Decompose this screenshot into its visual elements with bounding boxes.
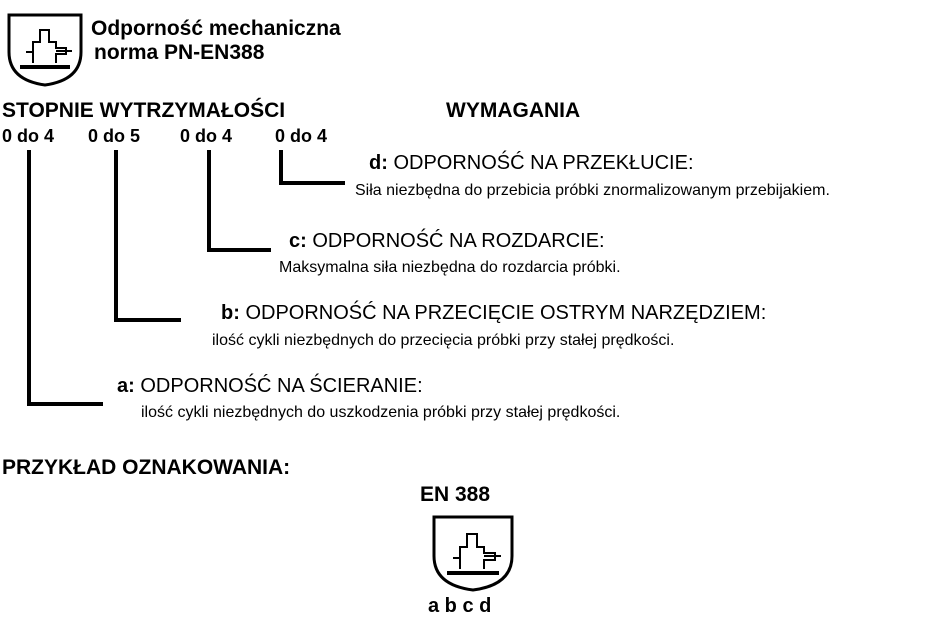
requirement-d-desc: Siła niezbędna do przebicia próbki znormalizowanym przebijakiem.: [355, 182, 830, 199]
requirement-a-desc: ilość cykli niezbędnych do uszkodzenia próbki przy stałej prędkości.: [141, 404, 621, 421]
requirement-b-title: [221, 302, 766, 325]
connector-c-vertical: [207, 150, 211, 252]
grade-c: 0 do 4: [180, 126, 233, 146]
grade-b: 0 do 5: [88, 126, 141, 146]
requirement-a-letter: a:: [117, 375, 135, 397]
requirement-c-letter: c:: [289, 230, 307, 252]
example-shield-icon: [431, 514, 515, 594]
example-heading: PRZYKŁAD OZNAKOWANIA:: [2, 456, 291, 479]
requirement-a-title: [117, 375, 423, 398]
connector-d-horizontal: [279, 181, 345, 185]
connector-d-vertical: [279, 150, 283, 185]
shield-pictogram-icon: [6, 12, 84, 88]
requirement-b-letter: b:: [221, 302, 240, 324]
connector-a-vertical: [27, 150, 31, 406]
example-standard: EN 388: [420, 483, 491, 506]
grades-heading: STOPNIE WYTRZYMAŁOŚCI: [2, 99, 286, 122]
requirement-c-title: [289, 230, 605, 253]
grade-d: 0 do 4: [275, 126, 328, 146]
title-line-1: Odporność mechaniczna: [91, 17, 341, 40]
connector-b-vertical: [114, 150, 118, 322]
requirement-c-desc: Maksymalna siła niezbędna do rozdarcia próbki.: [279, 259, 621, 276]
grade-a: 0 do 4: [2, 126, 55, 146]
requirement-d-title: [369, 152, 694, 175]
example-letters: a b c d: [428, 595, 492, 617]
requirement-a-name: ODPORNOŚĆ NA ŚCIERANIE:: [140, 375, 423, 397]
title-line-2: norma PN-EN388: [94, 41, 265, 64]
connector-c-horizontal: [207, 248, 271, 252]
requirement-d-name: ODPORNOŚĆ NA PRZEKŁUCIE:: [393, 152, 694, 174]
connector-a-horizontal: [27, 402, 103, 406]
requirement-c-name: ODPORNOŚĆ NA ROZDARCIE:: [312, 230, 605, 252]
connector-b-horizontal: [114, 318, 181, 322]
requirements-heading: WYMAGANIA: [446, 99, 581, 122]
requirement-b-desc: ilość cykli niezbędnych do przecięcia próbki przy stałej prędkości.: [212, 332, 675, 349]
page-title: [91, 17, 341, 65]
requirement-d-letter: d:: [369, 152, 388, 174]
requirement-b-name: ODPORNOŚĆ NA PRZECIĘCIE OSTRYM NARZĘDZIEM:: [245, 302, 767, 324]
